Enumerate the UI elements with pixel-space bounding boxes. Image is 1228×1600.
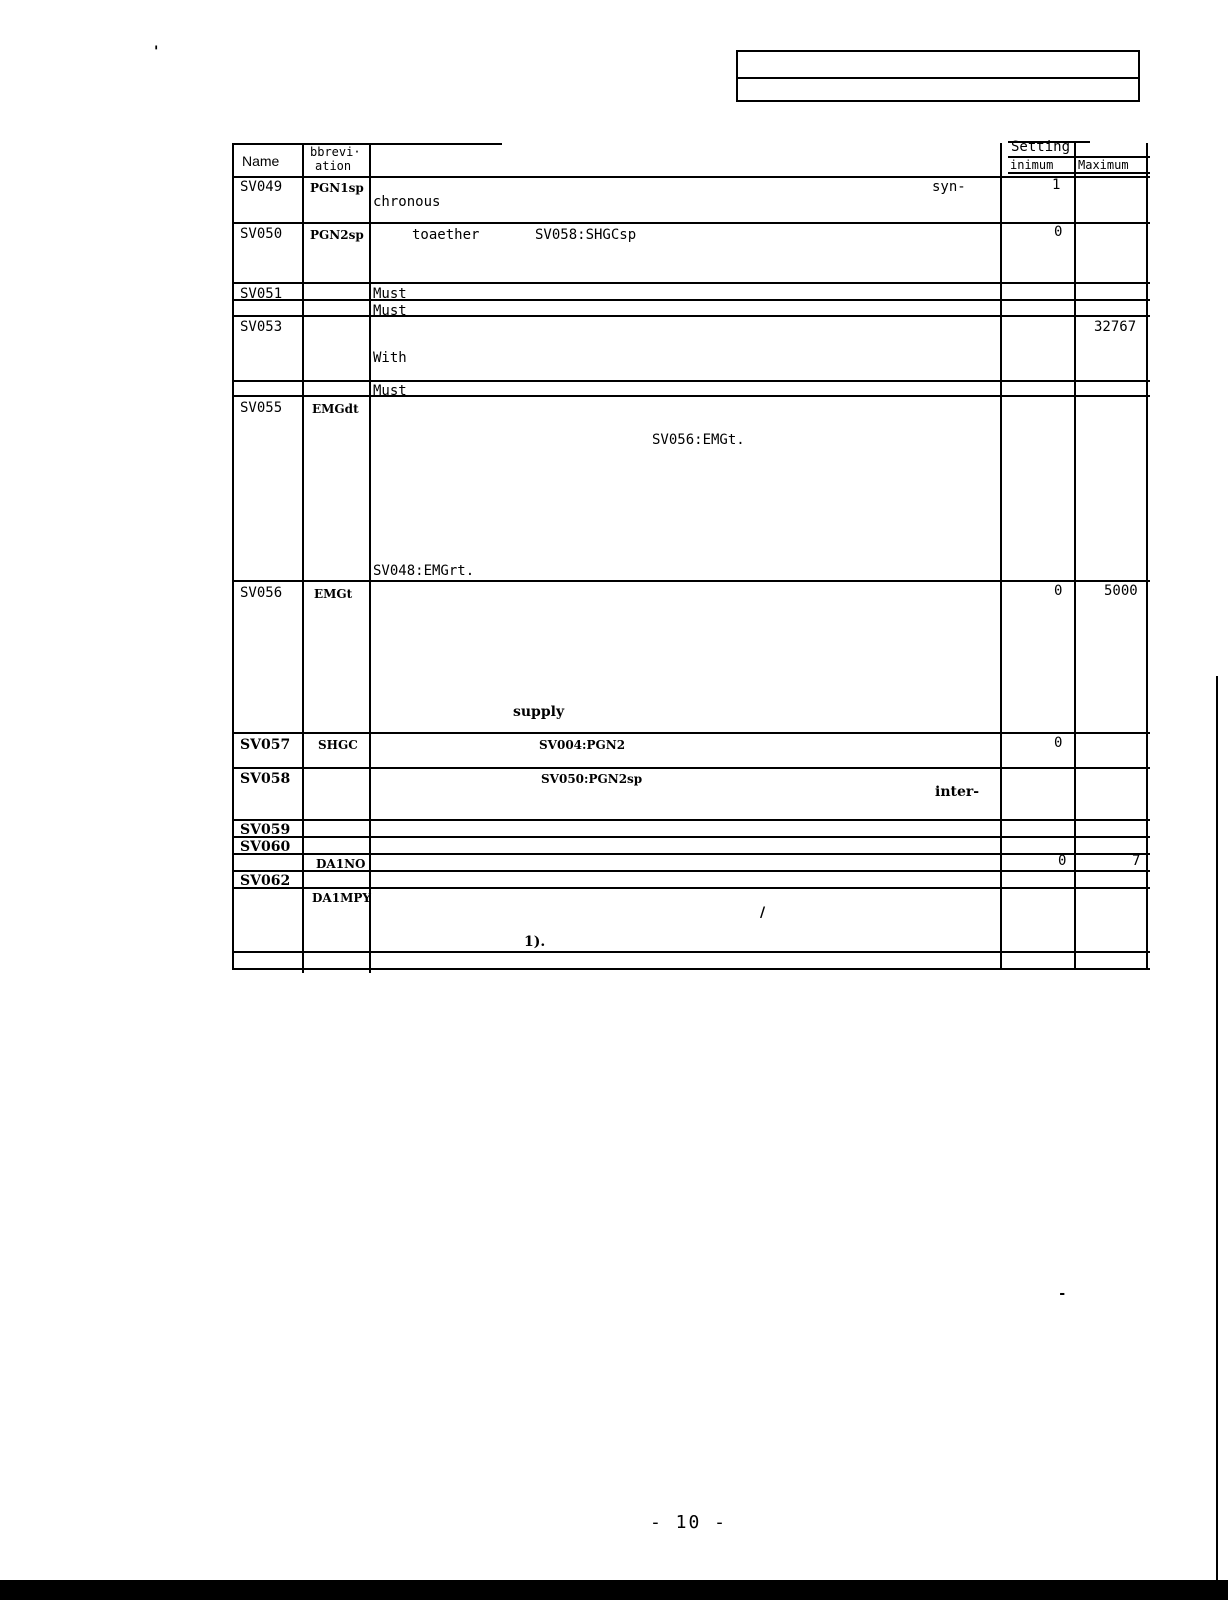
row-abbrev: EMGdt [312, 402, 359, 416]
row-text: syn- [932, 179, 966, 195]
row-name: SV051 [240, 286, 283, 302]
right-edge-line [1216, 676, 1218, 1600]
row-abbrev: SHGC [318, 738, 358, 752]
header-abbrev-line1: bbrevi· [310, 145, 361, 159]
stray-mark: - [1058, 1286, 1067, 1302]
row-abbrev: PGN2sp [310, 228, 364, 242]
bottom-bar [0, 1580, 1228, 1600]
row-max: 5000 [1104, 583, 1138, 599]
header-abbrev-line2: ation [315, 159, 352, 173]
header-box [736, 50, 1140, 102]
header-name: Name [242, 153, 280, 169]
row-text: inter- [935, 784, 980, 800]
row-name: SV049 [240, 179, 283, 195]
row-min: 0 [1054, 735, 1063, 751]
page-number: - 10 - [650, 1512, 728, 1533]
row-abbrev: DA1MPY [312, 891, 371, 905]
row-text: supply [513, 704, 565, 720]
row-text: SV048:EMGrt. [373, 563, 475, 579]
row-min: 0 [1054, 224, 1063, 240]
row-text: Must [373, 286, 407, 302]
row-text: 1). [524, 934, 546, 950]
row-text: Must [373, 383, 407, 399]
header-minimum: inimum [1010, 158, 1054, 172]
row-text: toaether [412, 227, 480, 243]
row-text: SV004:PGN2 [539, 738, 626, 752]
row-min: 1 [1052, 177, 1061, 193]
row-name: SV059 [240, 822, 291, 838]
row-name: SV058 [240, 771, 291, 787]
row-name: SV056 [240, 585, 283, 601]
header-setting: Setting [1011, 139, 1071, 155]
parameter-table [232, 139, 1150, 970]
row-name: SV055 [240, 400, 283, 416]
row-text: Must [373, 303, 407, 319]
row-text: With [373, 350, 407, 366]
row-abbrev: DA1NO [316, 857, 366, 871]
row-name: SV050 [240, 226, 283, 242]
row-text: / [760, 905, 766, 921]
row-abbrev: EMGt [314, 587, 353, 601]
corner-mark: ' [152, 44, 161, 60]
row-name: SV057 [240, 737, 291, 753]
row-name: SV053 [240, 319, 283, 335]
row-text: SV058:SHGCsp [535, 227, 637, 243]
row-min: 0 [1058, 853, 1067, 869]
row-max: 7 [1132, 853, 1141, 869]
row-max: 32767 [1094, 319, 1137, 335]
row-abbrev: PGN1sp [310, 181, 364, 195]
row-text: SV056:EMGt. [652, 432, 745, 448]
row-text: SV050:PGN2sp [541, 772, 643, 786]
row-name: SV062 [240, 873, 291, 889]
header-box-divider [738, 77, 1138, 79]
row-name: SV060 [240, 839, 291, 855]
row-min: 0 [1054, 583, 1063, 599]
header-maximum: Maximum [1078, 158, 1129, 172]
row-text: chronous [373, 194, 441, 210]
